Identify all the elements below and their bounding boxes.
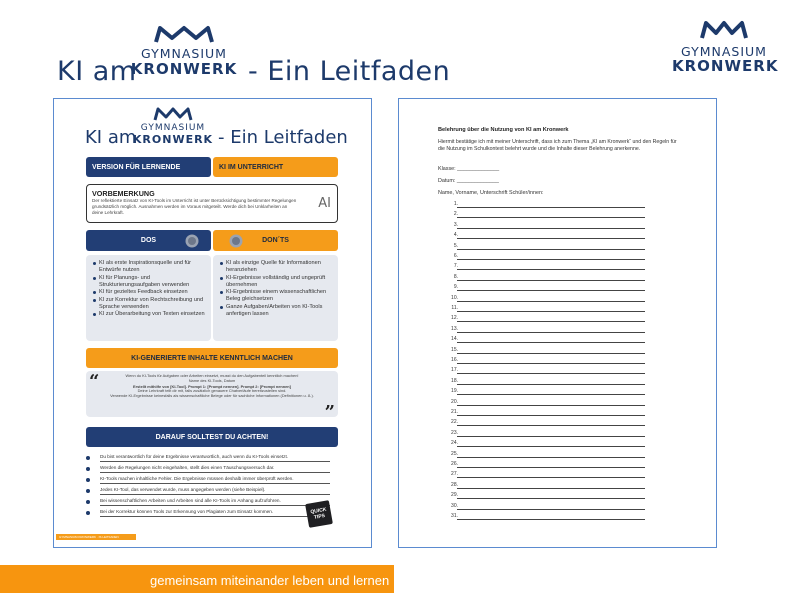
signature-line[interactable] <box>457 363 645 364</box>
signature-line[interactable] <box>457 290 645 291</box>
signature-line[interactable] <box>457 488 645 489</box>
row-number: 15. <box>451 346 458 353</box>
form-statement: Hiermit bestätige ich mit meiner Unterschrift, dass ich zum Thema „KI am Kronwerk“ und den Regeln für die Nutzung im Schulkontext belehrt wurde und die Inhalte dieser Belehrung anerkenne. <box>438 139 677 152</box>
signature-line[interactable] <box>457 238 645 239</box>
close-quote-icon: ” <box>324 402 335 423</box>
row-number: 22. <box>451 419 458 426</box>
signature-line[interactable] <box>457 228 645 229</box>
signature-line[interactable] <box>457 301 645 302</box>
open-quote-icon: “ <box>89 371 100 392</box>
attention-label: DARAUF SOLLTEST DU ACHTEN! <box>86 427 338 447</box>
signature-line[interactable] <box>457 425 645 426</box>
names-label: Name, Vorname, Unterschrift Schüler/innen: <box>438 190 544 196</box>
poster-footer-tag <box>56 534 136 540</box>
donts-list <box>219 260 332 318</box>
row-number: 9. <box>453 284 458 291</box>
list-item: KI für gezieltes Feedback einsetzen <box>99 289 205 296</box>
list-item: KI zur Korrektur von Rechtschreibung und Sprache verwenden <box>99 296 204 310</box>
signature-line[interactable] <box>457 415 645 416</box>
row-number: 20. <box>451 398 458 405</box>
row-number: 28. <box>451 481 458 488</box>
corner-logo <box>672 18 779 78</box>
tip-bullets <box>86 454 92 515</box>
header-logo <box>130 24 238 84</box>
poster-logo-line2: KRONWERK <box>132 133 214 146</box>
list-item: KI für Planungs- und Strukturierungsaufgaben verwenden <box>99 275 205 289</box>
version-label: VERSION FÜR LERNENDE <box>86 157 211 177</box>
row-number: 12. <box>451 315 458 322</box>
signature-line[interactable] <box>457 353 645 354</box>
quote-line1: Wenn du KI-Tools für Aufgaben oder Arbeiten einsetzt, musst du den Aufgabenteil kenntlich machen! <box>125 373 299 378</box>
row-number: 16. <box>451 357 458 363</box>
date-field[interactable]: Datum: ______________ <box>438 178 499 184</box>
quote-line2: Name des KI-Tools, Datum <box>188 377 236 383</box>
dos-label-text: DOS <box>140 237 157 244</box>
tip-row: Jedes KI-Tool, das verwendet wurde, muss angegeben werden (siehe Beispiel). <box>100 486 330 495</box>
poster-footer-tag-text: GYMNASIUM KRONWERK · IS LEITFADEN <box>59 535 119 539</box>
row-number: 2. <box>453 211 458 218</box>
row-number: 17. <box>451 367 458 374</box>
signature-line[interactable] <box>457 467 645 468</box>
row-number: 24. <box>451 440 458 447</box>
header-logo-line2: KRONWERK <box>130 60 238 78</box>
row-number: 31. <box>451 513 458 519</box>
crown-icon <box>672 18 776 42</box>
preamble-box <box>86 184 338 223</box>
signature-line[interactable] <box>457 342 645 343</box>
poster-title-part2: - Ein Leitfaden <box>218 127 348 148</box>
signature-line[interactable] <box>457 394 645 395</box>
signature-line[interactable] <box>457 269 645 270</box>
signature-line[interactable] <box>457 405 645 406</box>
signature-line[interactable] <box>457 280 645 281</box>
tip-row: Du bist verantwortlich für deine Ergebnisse verantwortlich, auch wenn du KI-Tools einsetzt. <box>100 453 330 462</box>
row-number: 23. <box>451 429 458 436</box>
signature-line[interactable] <box>457 373 645 374</box>
row-number: 30. <box>451 502 458 509</box>
signature-line[interactable] <box>457 217 645 218</box>
thumbs-up-icon <box>185 234 199 248</box>
row-number: 14. <box>451 336 458 343</box>
list-item: KI als erste Inspirationsquelle und für Entwürfe nutzen <box>99 260 205 274</box>
poster-title-part1: KI am <box>85 127 137 148</box>
signature-line[interactable] <box>457 207 645 208</box>
row-number: 25. <box>451 450 458 457</box>
signature-line[interactable] <box>457 477 645 478</box>
ai-badge: AI <box>318 196 331 211</box>
header-title-part1: KI am <box>57 56 137 87</box>
tip-row: KI-Tools machen inhaltliche Fehler. Die Ergebnisse müssen deshalb immer überprüft werden. <box>100 475 330 484</box>
tip-row: Bei der Korrektur können Tools zur Erkennung von Plagiaten zum Einsatz kommen. <box>100 508 330 517</box>
list-item: Ganze Aufgaben/Arbeiten von KI-Tools anfertigen lassen <box>226 304 332 318</box>
signature-line[interactable] <box>457 436 645 437</box>
signature-line[interactable] <box>457 446 645 447</box>
header-logo-line1: GYMNASIUM <box>141 46 227 61</box>
corner-logo-line2: KRONWERK <box>672 57 779 75</box>
signature-line[interactable] <box>457 509 645 510</box>
signature-line[interactable] <box>457 321 645 322</box>
row-number: 19. <box>451 388 458 395</box>
list-item: KI-Ergebnisse einem wissenschaftlichen Beleg gleichsetzen <box>226 289 332 303</box>
signature-line[interactable] <box>457 498 645 499</box>
row-number: 13. <box>451 325 458 332</box>
row-number: 21. <box>451 409 458 415</box>
header-title-part2: - Ein Leitfaden <box>248 56 451 87</box>
crown-icon <box>130 24 238 46</box>
donts-panel <box>213 255 338 341</box>
signature-line[interactable] <box>457 384 645 385</box>
signature-line[interactable] <box>457 332 645 333</box>
donts-label <box>213 230 338 251</box>
signature-line[interactable] <box>457 519 645 520</box>
poster-logo-line1: GYMNASIUM <box>140 123 206 133</box>
crown-icon <box>132 106 214 122</box>
footer-slogan: gemeinsam miteinander leben und lernen <box>150 573 390 588</box>
mark-label: KI-GENERIERTE INHALTE KENNTLICH MACHEN <box>86 348 338 368</box>
preamble-title: VORBEMERKUNG <box>92 189 155 198</box>
dos-list <box>92 260 205 318</box>
class-field[interactable]: Klasse: ______________ <box>438 166 500 172</box>
list-item: KI-Ergebnisse vollständig und ungeprüft übernehmen <box>226 275 332 289</box>
quote-line5: Verwende KI-Ergebnisse keinesfalls als wissenschaftliche Belege oder für sachliche Informationen (Definitionen u. Ä.). <box>110 392 314 398</box>
signature-line[interactable] <box>457 259 645 260</box>
row-number: 29. <box>451 492 458 499</box>
tip-row: Werden die Regelungen nicht eingehalten, stellt dies einen Täuschungsversuch dar. <box>100 464 330 473</box>
thumbs-down-icon <box>229 234 243 248</box>
signature-line[interactable] <box>457 311 645 312</box>
row-number: 18. <box>451 377 458 384</box>
dos-panel <box>86 255 211 341</box>
quick-tips-badge <box>305 500 333 528</box>
poster-logo <box>132 106 214 150</box>
context-label: KI IM UNTERRICHT <box>213 157 338 177</box>
row-number: 27. <box>451 471 458 478</box>
row-number: 11. <box>451 305 458 311</box>
donts-label-text: DON´TS <box>262 237 289 244</box>
preamble-text: Der reflektierte Einsatz von KI-Tools im Unterricht ist unter Berücksichtigung bestimmter Regelungen grundsätzlich möglich. Ausnahmen werden im Voraus mitgeteilt. Werde dich bei Unklarheiten an deine Lehrkraft. <box>92 198 297 215</box>
form-heading: Belehrung über die Nutzung von KI am Kronwerk <box>438 127 569 133</box>
tip-row: Bei wissenschaftlichen Arbeiten und Arbeiten sind alle KI-Tools im Anhang aufzuführen. <box>100 497 330 506</box>
row-number: 6. <box>453 253 458 259</box>
row-number: 26. <box>451 461 458 467</box>
row-number: 4. <box>453 232 458 239</box>
quote-line4: Deine Lehrkraft teilt dir mit, falls zusätzlich genauere Chatverläufe bereitzustellen sind. <box>137 388 287 393</box>
list-item: KI zur Überarbeitung von Texten einsetzen <box>99 311 205 317</box>
list-item: KI als einzige Quelle für Informationen heranziehen <box>226 260 332 274</box>
quote-line3: Erstellt mithilfe von [KI-Tool]. Prompt 1: [Prompt nennen]. Prompt 2: [Prompt nennen] <box>133 383 291 389</box>
row-number: 3. <box>453 221 458 228</box>
row-number: 5. <box>453 242 458 249</box>
dos-label <box>86 230 211 251</box>
corner-logo-line1: GYMNASIUM <box>681 44 767 59</box>
signature-line[interactable] <box>457 249 645 250</box>
row-number: 1. <box>453 201 458 207</box>
row-number: 7. <box>453 263 458 270</box>
quote-panel <box>86 371 338 423</box>
signature-line[interactable] <box>457 457 645 458</box>
row-number: 10. <box>451 294 458 301</box>
row-number: 8. <box>453 273 458 280</box>
quick-tips-text: QUICK TIPS <box>310 506 327 521</box>
